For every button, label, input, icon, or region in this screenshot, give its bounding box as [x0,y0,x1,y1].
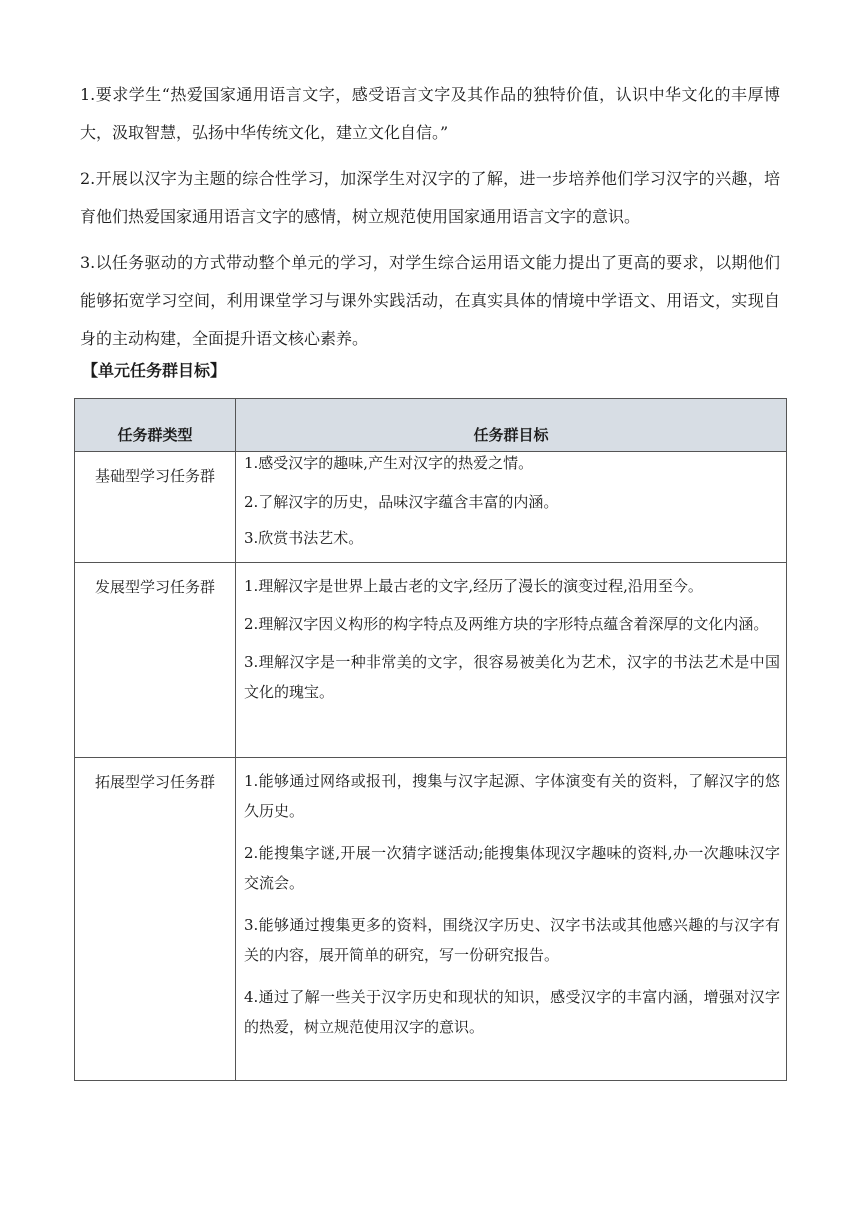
goal-item: 2.能搜集字谜,开展一次猜字谜活动;能搜集体现汉字趣味的资料,办一次趣味汉字交流会。 [244,844,780,892]
paragraph-2: 2.开展以汉字为主题的综合性学习，加深学生对汉字的了解，进一步培养他们学习汉字的兴趣，培育他们热爱国家通用语言文字的感情，树立规范使用国家通用语言文字的意识。 [80,169,780,226]
section-title: 【单元任务群目标】 [82,361,227,380]
table-header-row [75,399,787,452]
paragraph-1: 1.要求学生“热爱国家通用语言文字，感受语言文字及其作品的独特价值，认识中华文化的丰厚博大，汲取智慧，弘扬中华传统文化，建立文化自信。” [80,85,780,142]
goal-item: 1.理解汉字是世界上最古老的文字,经历了漫长的演变过程,沿用至今。 [244,577,703,595]
task-group-goals-table [74,398,787,1081]
goal-item: 2.理解汉字因义构形的构字特点及两维方块的字形特点蕴含着深厚的文化内涵。 [244,615,769,633]
goal-item: 3.欣赏书法艺术。 [244,529,364,547]
goal-item: 1.感受汉字的趣味,产生对汉字的热爱之情。 [244,454,534,472]
table-row [75,563,787,758]
goal-item: 1.能够通过网络或报刊，搜集与汉字起源、字体演变有关的资料，了解汉字的悠久历史。 [244,772,780,820]
header-task-group-goal: 任务群目标 [236,399,787,452]
row-type-cell: 发展型学习任务群 [75,563,236,758]
row-goals-cell [236,452,787,563]
goal-item: 3.能够通过搜集更多的资料，围绕汉字历史、汉字书法或其他感兴趣的与汉字有关的内容，展开简单的研究，写一份研究报告。 [244,916,780,964]
row-goals-cell [236,758,787,1081]
goal-item: 4.通过了解一些关于汉字历史和现状的知识，感受汉字的丰富内涵，增强对汉字的热爱，树立规范使用汉字的意识。 [244,988,780,1036]
paragraph-3: 3.以任务驱动的方式带动整个单元的学习，对学生综合运用语文能力提出了更高的要求，以期他们能够拓宽学习空间，利用课堂学习与课外实践活动，在真实具体的情境中学语文、用语文，实现自身的主动构建，全面提升语文核心素养。 [80,253,780,348]
goal-item: 2.了解汉字的历史，品味汉字蕴含丰富的内涵。 [244,493,559,511]
table-row [75,452,787,563]
row-goals-cell [236,563,787,758]
row-type-cell: 基础型学习任务群 [75,452,236,563]
table-row [75,758,787,1081]
row-type-cell: 拓展型学习任务群 [75,758,236,1081]
goal-item: 3.理解汉字是一种非常美的文字，很容易被美化为艺术，汉字的书法艺术是中国文化的瑰宝。 [244,653,780,701]
header-task-group-type: 任务群类型 [75,399,236,452]
